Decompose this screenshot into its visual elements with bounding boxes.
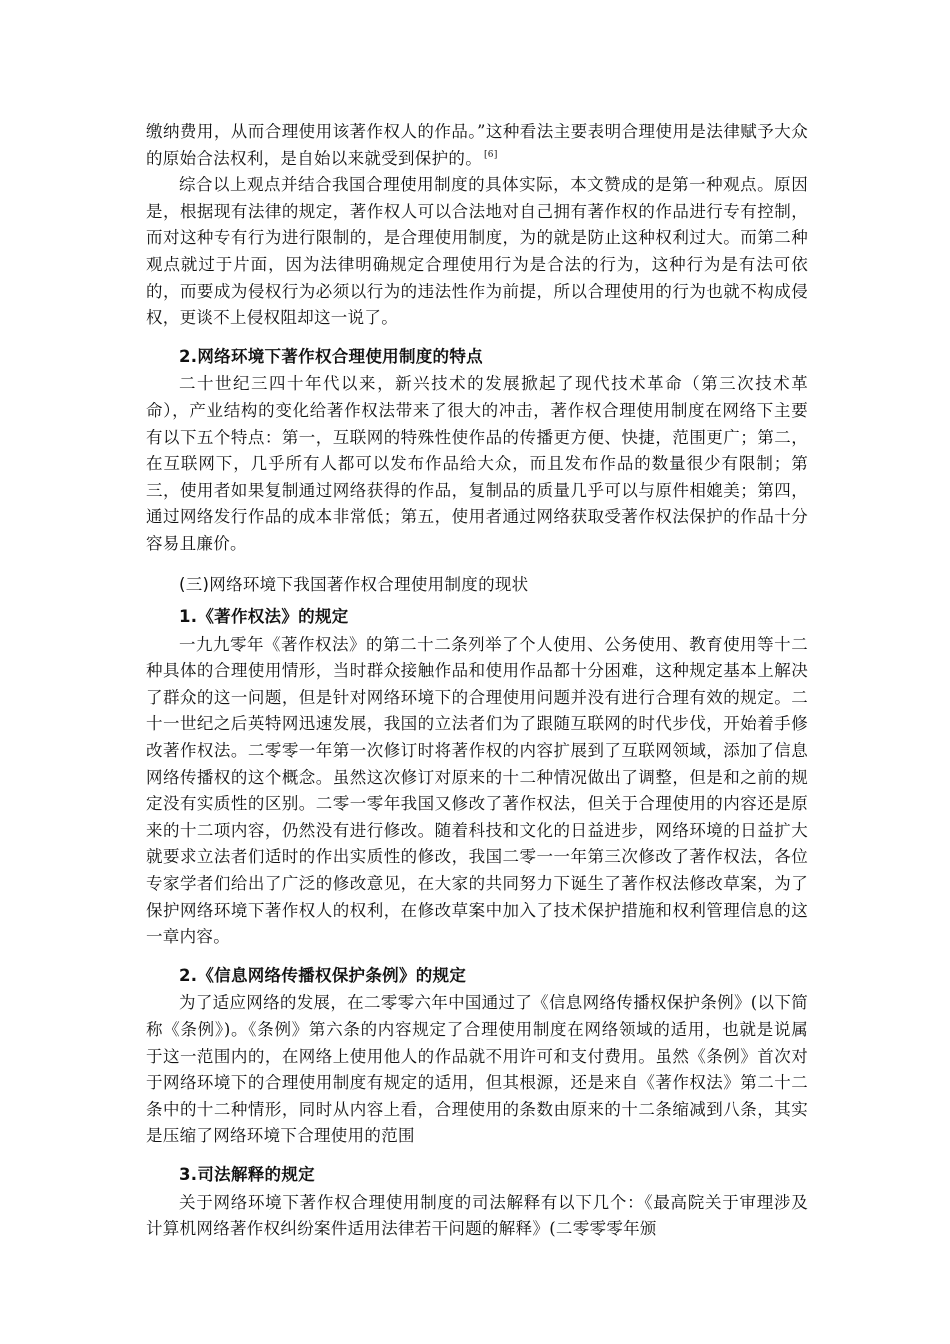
heading-regulation: 2.《信息网络传播权保护条例》的规定 — [179, 965, 467, 985]
paragraph-opinion-continued — [146, 119, 808, 172]
paragraph-judicial-interpretation: 关于网络环境下著作权合理使用制度的司法解释有以下几个：《最高院关于审理涉及计算机网络著作权纠纷案件适用法律若干问题的解释》(二零零零年颁 — [146, 1192, 808, 1239]
citation-reference: [6] — [484, 150, 498, 161]
heading-characteristics: 2.网络环境下著作权合理使用制度的特点 — [179, 346, 483, 366]
heading-judicial-interpretation: 3.司法解释的规定 — [179, 1164, 315, 1184]
paragraph-characteristics: 二十世纪三四十年代以来，新兴技术的发展掀起了现代技术革命（第三次技术革命），产业结构的变化给著作权法带来了很大的冲击，著作权合理使用制度在网络下主要有以下五个特点：第一，互联网的特殊性使作品的传播更方便、快捷，范围更广；第二，在互联网下，几乎所有人都可以发布作品给大众，而且发布作品的数量很少有限制；第三，使用者如果复制通过网络获得的作品，复制品的质量几乎可以与原件相媲美；第四，通过网络发行作品的成本非常低；第五，使用者通过网络获取受著作权法保护的作品十分容易且廉价。 — [146, 374, 808, 553]
heading-copyright-law: 1.《著作权法》的规定 — [179, 607, 349, 627]
paragraph-text: 缴纳费用，从而合理使用该著作权人的作品。”这种看法主要表明合理使用是法律赋予大众的原始合法权利，是自始以来就受到保护的。 — [146, 122, 808, 168]
paragraph-copyright-law: 一九九零年《著作权法》的第二十二条列举了个人使用、公务使用、教育使用等十二种具体的合理使用情形，当时群众接触作品和使用作品都十分困难，这种规定基本上解决了群众的这一问题，但是针对网络环境下的合理使用问题并没有进行合理有效的规定。二十一世纪之后英特网迅速发展，我国的立法者们为了跟随互联网的时代步伐，开始着手修改著作权法。二零零一年第一次修订时将著作权的内容扩展到了互联网领域，添加了信息网络传播权的这个概念。虽然这次修订对原来的十二种情况做出了调整，但是和之前的规定没有实质性的区别。二零一零年我国又修改了著作权法，但关于合理使用的内容还是原来的十二项内容，仍然没有进行修改。随着科技和文化的日益进步，网络环境的日益扩大就要求立法者们适时的作出实质性的修改，我国二零一一年第三次修改了著作权法，各位专家学者们给出了广泛的修改意见，在大家的共同努力下诞生了著作权法修改草案，为了保护网络环境下著作权人的权利，在修改草案中加入了技术保护措施和权利管理信息的这一章内容。 — [146, 634, 808, 947]
document-page — [146, 119, 808, 1243]
heading-section-three: (三)网络环境下我国著作权合理使用制度的现状 — [179, 574, 529, 594]
paragraph-author-view: 综合以上观点并结合我国合理使用制度的具体实际，本文赞成的是第一种观点。原因是，根据现有法律的规定，著作权人可以合法地对自己拥有著作权的作品进行专有控制，而对这种专有行为进行限制的，是合理使用制度，为的就是防止这种权利过大。而第二种观点就过于片面，因为法律明确规定合理使用行为是合法的行为，这种行为是有法可依的，而要成为侵权行为必须以行为的违法性作为前提，所以合理使用的行为也就不构成侵权，更谈不上侵权阻却这一说了。 — [146, 175, 808, 328]
paragraph-regulation: 为了适应网络的发展，在二零零六年中国通过了《信息网络传播权保护条例》(以下简称《条例》)。《条例》第六条的内容规定了合理使用制度在网络领域的适用，也就是说属于这一范围内的，在网络上使用他人的作品就不用许可和支付费用。虽然《条例》首次对于网络环境下的合理使用制度有规定的适用，但其根源，还是来自《著作权法》第二十二条中的十二种情形，同时从内容上看，合理使用的条数由原来的十二条缩减到八条，其实是压缩了网络环境下合理使用的范围 — [146, 993, 808, 1146]
